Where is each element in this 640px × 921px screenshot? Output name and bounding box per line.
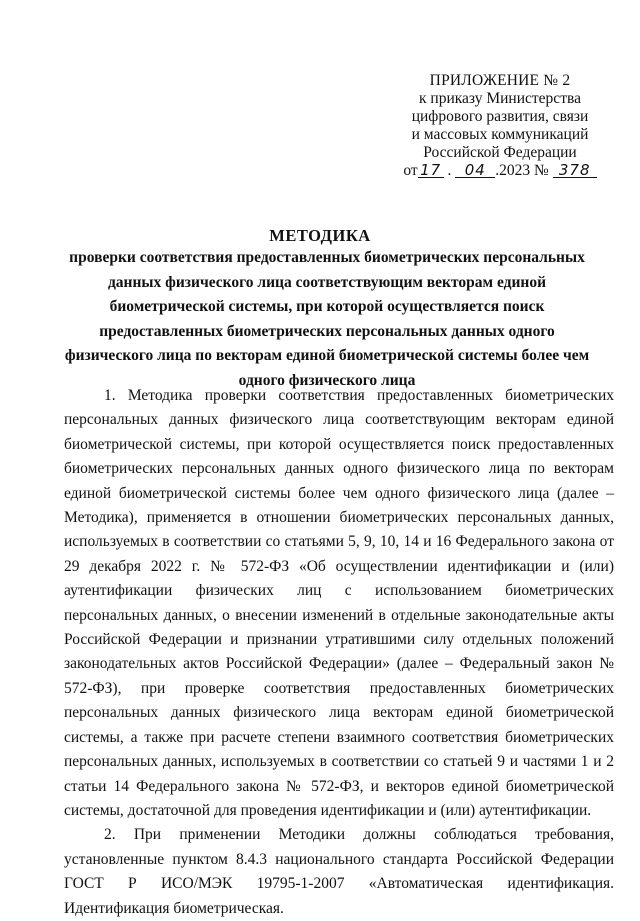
date-year: .2023 № <box>495 162 549 179</box>
paragraph-1: 1. Методика проверки соответствия предоставленных биометрических персональных данных физического лица соответствующим векторам единой биометрической системы, при которой осуществляется поиск предоставленных биометрических персональных данных одного физического лица по векторам единой биометрической системы более чем одного физического лица (далее – Методика), применяется в отношении биометрических персональных данных, используемых в соответствии со статьями 5, 9, 10, 14 и 16 Федерального закона от 29 декабря 2022 г. № 572-ФЗ «Об осуществлении идентификации и (или) аутентификации физических лиц с использованием биометрических персональных данных, о внесении изменений в отдельные законодательные акты Российской Федерации и признании утратившими силу отдельных положений законодательных актов Российской Федерации» (далее – Федеральный закон № 572-ФЗ), при проверке соответствия предоставленных биометрических персональных данных физического лица векторам единой биометрической системы, а также при расчете степени взаимного соответствия биометрических персональных данных, используемых в соответствии со статьей 9 и частями 1 и 2 статьи 14 Федерального закона № 572-ФЗ, и векторов единой биометрической системы, достаточной для проведения идентификации и (или) аутентификации. <box>64 387 614 819</box>
handwritten-month: 04 <box>455 163 495 178</box>
appendix-line: и массовых коммуникаций <box>411 126 589 143</box>
handwritten-day: 17 <box>418 163 444 178</box>
paragraph-2: 2. При применении Методики должны соблюдаться требования, установленные пунктом 8.4.3 национального стандарта Российской Федерации ГОСТ Р ИСО/МЭК 19795-1-2007 «Автоматическая идентификация. Идентификация биометрическая. <box>64 826 614 917</box>
appendix-line: к приказу Министерства <box>419 90 581 107</box>
document-title: МЕТОДИКА <box>269 226 371 245</box>
handwritten-order-number: 378 <box>553 163 597 178</box>
order-date-line: от 17 . 04 .2023 № 378 <box>390 162 610 180</box>
appendix-line: цифрового развития, связи <box>411 108 589 125</box>
date-prefix: от <box>403 162 418 179</box>
document-subtitle: проверки соответствия предоставленных биометрических персональных данных физического лица соответствующим векторам единой биометрической системы, при которой осуществляется поиск предоставленных биометрических персональных данных одного физического лица по векторам единой биометрической системы более чем одного физического лица <box>64 249 590 389</box>
appendix-line: Российской Федерации <box>423 144 577 161</box>
appendix-title: ПРИЛОЖЕНИЕ № 2 <box>429 72 571 89</box>
document-body <box>64 384 614 921</box>
appendix-header <box>390 72 610 180</box>
